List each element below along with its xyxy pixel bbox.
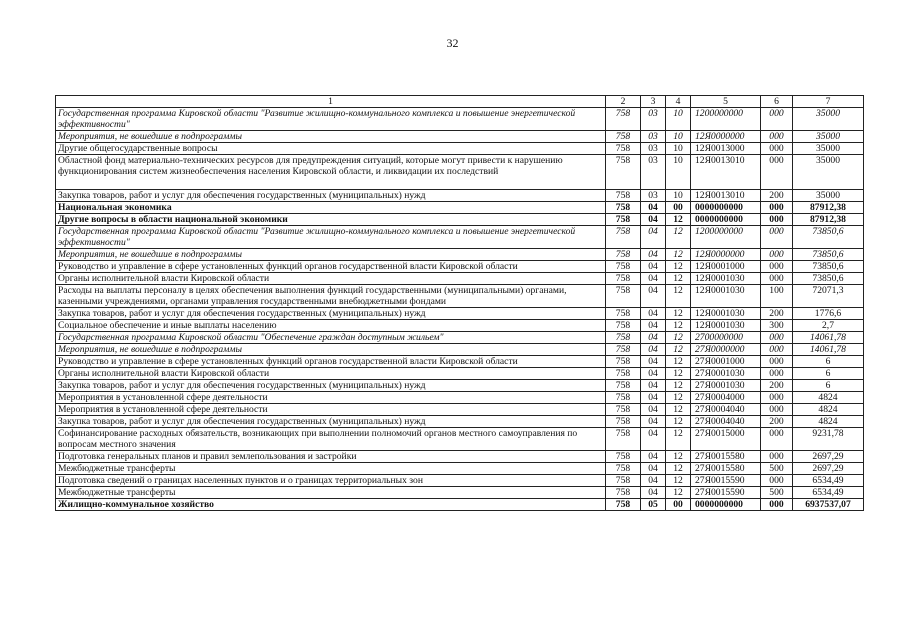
row-target-article: 27Я0004040 xyxy=(691,404,761,416)
row-subsection-code: 12 xyxy=(666,475,691,487)
row-expense-type: 200 xyxy=(761,416,793,428)
table-row xyxy=(56,155,864,190)
row-description: Областной фонд материально-технических ресурсов для предупреждения ситуаций, которые могут привести к нарушению функционирования систем жизнеобеспечения населения Кировской области, и ликвидации их последствий xyxy=(56,155,606,190)
row-expense-type: 000 xyxy=(761,143,793,155)
row-section-code: 04 xyxy=(641,202,666,214)
table-header-row xyxy=(56,96,864,108)
row-ministry-code: 758 xyxy=(606,249,641,261)
row-amount: 35000 xyxy=(793,190,864,202)
table-row xyxy=(56,202,864,214)
row-ministry-code: 758 xyxy=(606,308,641,320)
row-subsection-code: 12 xyxy=(666,487,691,499)
row-ministry-code: 758 xyxy=(606,404,641,416)
row-amount: 6937537,07 xyxy=(793,499,864,511)
row-target-article: 0000000000 xyxy=(691,214,761,226)
row-amount: 73850,6 xyxy=(793,261,864,273)
row-target-article: 12Я0001030 xyxy=(691,308,761,320)
row-description: Социальное обеспечение и иные выплаты населению xyxy=(56,320,606,332)
row-expense-type: 000 xyxy=(761,392,793,404)
row-amount: 87912,38 xyxy=(793,202,864,214)
row-ministry-code: 758 xyxy=(606,356,641,368)
row-target-article: 27Я0015580 xyxy=(691,451,761,463)
row-subsection-code: 12 xyxy=(666,320,691,332)
row-description: Жилищно-коммунальное хозяйство xyxy=(56,499,606,511)
row-section-code: 04 xyxy=(641,332,666,344)
row-description: Межбюджетные трансферты xyxy=(56,487,606,499)
row-target-article: 27Я0015590 xyxy=(691,487,761,499)
row-target-article: 1200000000 xyxy=(691,108,761,131)
row-target-article: 27Я0001030 xyxy=(691,368,761,380)
table-row xyxy=(56,332,864,344)
header-col-5: 5 xyxy=(691,96,761,108)
table-row xyxy=(56,131,864,143)
row-target-article: 12Я0001030 xyxy=(691,273,761,285)
row-section-code: 04 xyxy=(641,475,666,487)
row-description: Другие общегосударственные вопросы xyxy=(56,143,606,155)
row-expense-type: 000 xyxy=(761,344,793,356)
row-section-code: 03 xyxy=(641,143,666,155)
row-amount: 2697,29 xyxy=(793,463,864,475)
row-expense-type: 000 xyxy=(761,428,793,451)
row-section-code: 05 xyxy=(641,499,666,511)
row-amount: 87912,38 xyxy=(793,214,864,226)
row-section-code: 04 xyxy=(641,368,666,380)
row-description: Софинансирование расходных обязательств, возникающих при выполнении полномочий органов местного самоуправления по вопросам местного значения xyxy=(56,428,606,451)
row-target-article: 12Я0000000 xyxy=(691,249,761,261)
row-ministry-code: 758 xyxy=(606,143,641,155)
page-number: 32 xyxy=(446,36,459,50)
row-ministry-code: 758 xyxy=(606,155,641,190)
row-section-code: 04 xyxy=(641,344,666,356)
row-expense-type: 000 xyxy=(761,499,793,511)
header-col-2: 2 xyxy=(606,96,641,108)
row-target-article: 27Я0001000 xyxy=(691,356,761,368)
row-target-article: 27Я0000000 xyxy=(691,344,761,356)
row-section-code: 04 xyxy=(641,356,666,368)
table-row xyxy=(56,463,864,475)
row-amount: 73850,6 xyxy=(793,249,864,261)
header-col-6: 6 xyxy=(761,96,793,108)
row-subsection-code: 10 xyxy=(666,108,691,131)
table-row xyxy=(56,344,864,356)
row-expense-type: 200 xyxy=(761,190,793,202)
row-subsection-code: 12 xyxy=(666,285,691,308)
row-section-code: 04 xyxy=(641,320,666,332)
row-ministry-code: 758 xyxy=(606,273,641,285)
row-subsection-code: 10 xyxy=(666,131,691,143)
row-subsection-code: 12 xyxy=(666,428,691,451)
table-row xyxy=(56,380,864,392)
row-section-code: 04 xyxy=(641,214,666,226)
row-section-code: 04 xyxy=(641,416,666,428)
row-target-article: 2700000000 xyxy=(691,332,761,344)
row-section-code: 04 xyxy=(641,261,666,273)
row-subsection-code: 12 xyxy=(666,392,691,404)
row-section-code: 03 xyxy=(641,108,666,131)
row-ministry-code: 758 xyxy=(606,487,641,499)
row-target-article: 12Я0013010 xyxy=(691,155,761,190)
table-row xyxy=(56,416,864,428)
row-amount: 1776,6 xyxy=(793,308,864,320)
row-ministry-code: 758 xyxy=(606,214,641,226)
row-subsection-code: 10 xyxy=(666,190,691,202)
row-section-code: 04 xyxy=(641,428,666,451)
row-expense-type: 000 xyxy=(761,131,793,143)
table-row xyxy=(56,308,864,320)
row-subsection-code: 12 xyxy=(666,226,691,249)
row-amount: 14061,78 xyxy=(793,344,864,356)
row-ministry-code: 758 xyxy=(606,190,641,202)
row-ministry-code: 758 xyxy=(606,131,641,143)
row-expense-type: 000 xyxy=(761,404,793,416)
row-amount: 35000 xyxy=(793,143,864,155)
row-description: Закупка товаров, работ и услуг для обеспечения государственных (муниципальных) нужд xyxy=(56,308,606,320)
table-row xyxy=(56,320,864,332)
row-ministry-code: 758 xyxy=(606,108,641,131)
row-ministry-code: 758 xyxy=(606,380,641,392)
header-col-4: 4 xyxy=(666,96,691,108)
row-description: Межбюджетные трансферты xyxy=(56,463,606,475)
row-ministry-code: 758 xyxy=(606,368,641,380)
row-section-code: 04 xyxy=(641,487,666,499)
table-row xyxy=(56,214,864,226)
row-description: Закупка товаров, работ и услуг для обеспечения государственных (муниципальных) нужд xyxy=(56,416,606,428)
row-ministry-code: 758 xyxy=(606,344,641,356)
row-expense-type: 000 xyxy=(761,226,793,249)
row-ministry-code: 758 xyxy=(606,451,641,463)
row-subsection-code: 12 xyxy=(666,249,691,261)
table-row xyxy=(56,190,864,202)
row-target-article: 12Я0001030 xyxy=(691,285,761,308)
row-amount: 4824 xyxy=(793,404,864,416)
row-target-article: 27Я0004040 xyxy=(691,416,761,428)
row-subsection-code: 12 xyxy=(666,344,691,356)
row-description: Органы исполнительной власти Кировской области xyxy=(56,273,606,285)
row-section-code: 04 xyxy=(641,249,666,261)
row-description: Подготовка генеральных планов и правил землепользования и застройки xyxy=(56,451,606,463)
table-row xyxy=(56,475,864,487)
row-amount: 9231,78 xyxy=(793,428,864,451)
row-expense-type: 000 xyxy=(761,155,793,190)
row-description: Подготовка сведений о границах населенных пунктов и о границах территориальных зон xyxy=(56,475,606,487)
row-expense-type: 000 xyxy=(761,108,793,131)
row-target-article: 0000000000 xyxy=(691,202,761,214)
row-target-article: 1200000000 xyxy=(691,226,761,249)
row-amount: 73850,6 xyxy=(793,226,864,249)
row-amount: 35000 xyxy=(793,155,864,190)
table-row xyxy=(56,285,864,308)
row-amount: 73850,6 xyxy=(793,273,864,285)
row-section-code: 04 xyxy=(641,226,666,249)
row-subsection-code: 10 xyxy=(666,143,691,155)
row-expense-type: 000 xyxy=(761,368,793,380)
row-amount: 2697,29 xyxy=(793,451,864,463)
row-description: Мероприятия в установленной сфере деятельности xyxy=(56,404,606,416)
row-ministry-code: 758 xyxy=(606,332,641,344)
row-expense-type: 000 xyxy=(761,261,793,273)
header-col-3: 3 xyxy=(641,96,666,108)
row-amount: 6534,49 xyxy=(793,487,864,499)
row-ministry-code: 758 xyxy=(606,499,641,511)
table-row xyxy=(56,108,864,131)
row-section-code: 04 xyxy=(641,451,666,463)
row-section-code: 04 xyxy=(641,404,666,416)
row-subsection-code: 12 xyxy=(666,368,691,380)
row-ministry-code: 758 xyxy=(606,202,641,214)
row-description: Государственная программа Кировской области "Развитие жилищно-коммунального комплекса и повышение энергетической эффективности" xyxy=(56,108,606,131)
table-body xyxy=(56,108,864,511)
row-ministry-code: 758 xyxy=(606,226,641,249)
budget-table xyxy=(55,95,864,511)
row-section-code: 04 xyxy=(641,380,666,392)
row-expense-type: 100 xyxy=(761,285,793,308)
row-amount: 6 xyxy=(793,356,864,368)
row-description: Закупка товаров, работ и услуг для обеспечения государственных (муниципальных) нужд xyxy=(56,190,606,202)
row-target-article: 27Я0004000 xyxy=(691,392,761,404)
row-section-code: 04 xyxy=(641,463,666,475)
row-amount: 6 xyxy=(793,380,864,392)
row-description: Мероприятия, не вошедшие в подпрограммы xyxy=(56,131,606,143)
row-subsection-code: 12 xyxy=(666,273,691,285)
row-amount: 35000 xyxy=(793,131,864,143)
row-description: Руководство и управление в сфере установленных функций органов государственной власти Кировской области xyxy=(56,261,606,273)
row-expense-type: 000 xyxy=(761,214,793,226)
row-target-article: 12Я0013010 xyxy=(691,190,761,202)
row-expense-type: 000 xyxy=(761,202,793,214)
table-row xyxy=(56,356,864,368)
row-amount: 35000 xyxy=(793,108,864,131)
row-ministry-code: 758 xyxy=(606,475,641,487)
row-subsection-code: 10 xyxy=(666,155,691,190)
row-description: Мероприятия, не вошедшие в подпрограммы xyxy=(56,344,606,356)
row-subsection-code: 12 xyxy=(666,356,691,368)
row-amount: 72071,3 xyxy=(793,285,864,308)
row-section-code: 04 xyxy=(641,392,666,404)
row-target-article: 27Я0001030 xyxy=(691,380,761,392)
row-expense-type: 000 xyxy=(761,273,793,285)
header-col-1: 1 xyxy=(56,96,606,108)
row-description: Закупка товаров, работ и услуг для обеспечения государственных (муниципальных) нужд xyxy=(56,380,606,392)
row-ministry-code: 758 xyxy=(606,261,641,273)
row-expense-type: 000 xyxy=(761,249,793,261)
table-row xyxy=(56,273,864,285)
row-section-code: 04 xyxy=(641,273,666,285)
row-subsection-code: 00 xyxy=(666,202,691,214)
row-subsection-code: 12 xyxy=(666,214,691,226)
row-expense-type: 000 xyxy=(761,451,793,463)
row-expense-type: 000 xyxy=(761,475,793,487)
row-subsection-code: 00 xyxy=(666,499,691,511)
row-ministry-code: 758 xyxy=(606,320,641,332)
row-target-article: 27Я0015590 xyxy=(691,475,761,487)
table-row xyxy=(56,261,864,273)
table-row xyxy=(56,428,864,451)
row-target-article: 12Я0000000 xyxy=(691,131,761,143)
row-amount: 6 xyxy=(793,368,864,380)
row-ministry-code: 758 xyxy=(606,428,641,451)
row-amount: 4824 xyxy=(793,416,864,428)
row-description: Другие вопросы в области национальной экономики xyxy=(56,214,606,226)
row-target-article: 0000000000 xyxy=(691,499,761,511)
row-target-article: 12Я0013000 xyxy=(691,143,761,155)
table-row xyxy=(56,392,864,404)
row-section-code: 03 xyxy=(641,131,666,143)
row-description: Мероприятия, не вошедшие в подпрограммы xyxy=(56,249,606,261)
table-row xyxy=(56,249,864,261)
row-subsection-code: 12 xyxy=(666,416,691,428)
table-row xyxy=(56,499,864,511)
row-description: Государственная программа Кировской области "Развитие жилищно-коммунального комплекса и повышение энергетической эффективности" xyxy=(56,226,606,249)
row-target-article: 27Я0015000 xyxy=(691,428,761,451)
row-description: Государственная программа Кировской области "Обеспечение граждан доступным жильем" xyxy=(56,332,606,344)
row-description: Органы исполнительной власти Кировской области xyxy=(56,368,606,380)
row-subsection-code: 12 xyxy=(666,261,691,273)
row-description: Национальная экономика xyxy=(56,202,606,214)
row-subsection-code: 12 xyxy=(666,308,691,320)
row-description: Расходы на выплаты персоналу в целях обеспечения выполнения функций государственными (муниципальными) органами, казенными учреждениями, органами управления государственными внебюджетными фондами xyxy=(56,285,606,308)
table-row xyxy=(56,451,864,463)
row-expense-type: 300 xyxy=(761,320,793,332)
row-expense-type: 200 xyxy=(761,380,793,392)
row-ministry-code: 758 xyxy=(606,392,641,404)
row-amount: 14061,78 xyxy=(793,332,864,344)
row-subsection-code: 12 xyxy=(666,404,691,416)
row-ministry-code: 758 xyxy=(606,416,641,428)
table-row xyxy=(56,226,864,249)
row-target-article: 27Я0015580 xyxy=(691,463,761,475)
row-section-code: 03 xyxy=(641,190,666,202)
table-row xyxy=(56,487,864,499)
table-row xyxy=(56,404,864,416)
row-target-article: 12Я0001000 xyxy=(691,261,761,273)
row-expense-type: 500 xyxy=(761,487,793,499)
row-subsection-code: 12 xyxy=(666,451,691,463)
table-row xyxy=(56,368,864,380)
row-description: Мероприятия в установленной сфере деятельности xyxy=(56,392,606,404)
row-amount: 6534,49 xyxy=(793,475,864,487)
row-section-code: 04 xyxy=(641,308,666,320)
row-target-article: 12Я0001030 xyxy=(691,320,761,332)
row-expense-type: 000 xyxy=(761,356,793,368)
row-subsection-code: 12 xyxy=(666,380,691,392)
header-col-7: 7 xyxy=(793,96,864,108)
row-subsection-code: 12 xyxy=(666,463,691,475)
row-section-code: 03 xyxy=(641,155,666,190)
row-ministry-code: 758 xyxy=(606,463,641,475)
row-description: Руководство и управление в сфере установленных функций органов государственной власти Кировской области xyxy=(56,356,606,368)
row-amount: 4824 xyxy=(793,392,864,404)
row-amount: 2,7 xyxy=(793,320,864,332)
row-expense-type: 500 xyxy=(761,463,793,475)
row-expense-type: 200 xyxy=(761,308,793,320)
table-row xyxy=(56,143,864,155)
row-ministry-code: 758 xyxy=(606,285,641,308)
row-expense-type: 000 xyxy=(761,332,793,344)
row-subsection-code: 12 xyxy=(666,332,691,344)
row-section-code: 04 xyxy=(641,285,666,308)
